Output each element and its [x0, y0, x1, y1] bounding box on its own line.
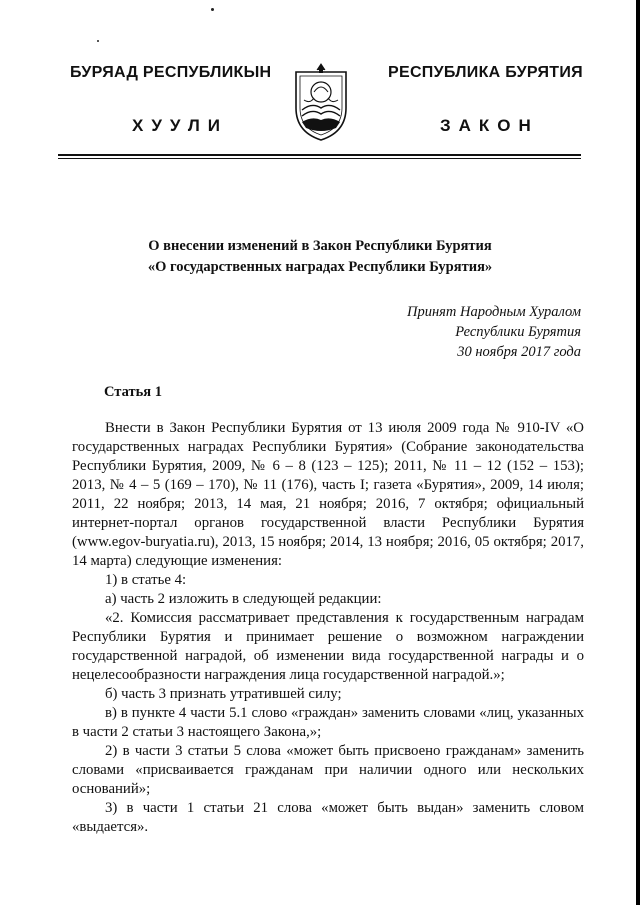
article-body — [72, 419, 584, 837]
scan-speck — [211, 8, 214, 11]
header-left-word: ХУУЛИ — [132, 116, 228, 135]
paragraph: б) часть 3 признать утратившей силу; — [105, 686, 342, 702]
header-rule-thin — [58, 158, 581, 159]
law-title — [40, 236, 600, 278]
adoption-date: 30 ноября 2017 года — [457, 344, 581, 360]
paragraph: Внести в Закон Республики Бурятия от 13 июля 2009 года № 910-IV «О государственных наградах Республики Бурятия» (Собрание законодательства Республики Бурятия, 2009, № 6 – 8 (123 – 125); 2011, № 11 – 12 (152 – 153); 2013, № 4 – 5 (169 – 170), № 11 (176), часть I; газета «Бурятия», 2009, 14 июля; 2011, 22 ноября; 2013, 14 мая, 21 ноября; 2016, 7 октября; официальный интернет-портал органов государственной власти Республики Бурятия (www.egov-buryatia.ru), 2013, 15 ноября; 2014, 13 ноября; 2016, 05 октября; 2017, 14 марта) следующие изменения: — [72, 420, 584, 569]
scan-edge — [636, 0, 640, 905]
adoption-note — [407, 302, 581, 362]
paragraph: в) в пункте 4 части 5.1 слово «граждан» заменить словами «лиц, указанных в части 2 статьи 3 настоящего Закона,»; — [72, 705, 584, 740]
scan-speck — [97, 40, 99, 42]
law-title-line: «О государственных наградах Республики Бурятия» — [147, 259, 493, 275]
paragraph: «2. Комиссия рассматривает представления к государственным наградам Республики Бурятия и принимает решение о возможном награждении государственной наградой, об изменении вида государственной награды и о нецелесообразности награждения лица государственной наградой.»; — [72, 610, 584, 683]
header-left-title: БУРЯАД РЕСПУБЛИКЫН — [70, 64, 272, 81]
paragraph: 1) в статье 4: — [105, 572, 187, 588]
article-heading: Статья 1 — [104, 384, 162, 400]
header-right-word: ЗАКОН — [440, 116, 539, 135]
header-right-title: РЕСПУБЛИКА БУРЯТИЯ — [388, 64, 583, 81]
law-title-line: О внесении изменений в Закон Республики Бурятия — [148, 238, 492, 254]
paragraph: 2) в части 3 статьи 5 слова «может быть присвоено гражданам» заменить словами «присваивается гражданам при наличии одного или нескольких оснований»; — [72, 743, 584, 797]
coat-of-arms-icon — [292, 62, 350, 142]
header-rule — [58, 154, 581, 156]
paragraph: 3) в части 1 статьи 21 слова «может быть выдан» заменить словом «выдается». — [72, 800, 584, 835]
paragraph: а) часть 2 изложить в следующей редакции: — [105, 591, 382, 607]
adoption-note-line: Принят Народным Хуралом — [406, 304, 581, 320]
adoption-note-line: Республики Бурятия — [455, 324, 581, 340]
